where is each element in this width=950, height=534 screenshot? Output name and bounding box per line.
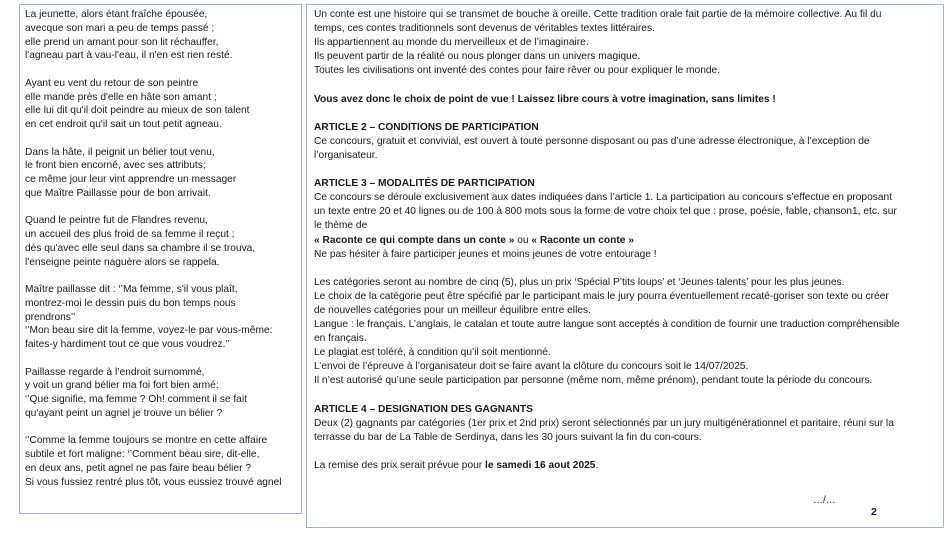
poem-line: elle prend un amant pour son lit réchauffer,: [25, 36, 219, 48]
poem-line: ‘’Mon beau sire dit la femme, voyez-le par vous-même:: [25, 325, 273, 337]
poem-line: l'enseigne peinte naguère alors se rappela.: [25, 256, 220, 268]
intro-line: Un conte est une histoire qui se transmet de bouche à oreille. Cette tradition orale fait partie de la mémoire collective. Au fil du: [314, 9, 882, 20]
rule-line: L’envoi de l’épreuve à l’organisateur doit se faire avant la clôture du concours soit le 14/07/2025.: [314, 361, 749, 373]
poem-line: La jeunette, alors étant fraîche épousée,: [25, 9, 208, 20]
rule-line: en français.: [314, 333, 367, 345]
intro-line: Toutes les civilisations ont inventé des contes pour faire rêver ou pour expliquer le monde.: [314, 65, 721, 77]
poem-column: [19, 4, 302, 514]
poem-line: qu'ayant peint un agnel je trouve un bélier ?: [25, 407, 223, 419]
poem-stanza: [25, 146, 301, 201]
poem-line: elle mande près d'elle en hâte son amant ;: [25, 91, 217, 103]
poem-line: y voit un grand bélier ma foi fort bien armé:: [25, 380, 219, 392]
poem-stanza: [25, 434, 301, 489]
poem-line: montrez-moi le dessin puis du bon temps nous: [25, 297, 236, 309]
poem-line: Si vous fussiez rentré plus tôt, vous eussiez trouvé agnel: [25, 476, 282, 488]
article4-line: terrasse du bar de La Table de Serdinya, dans les 30 jours suivant la fin du con-cours.: [314, 431, 702, 443]
page-number: 2: [871, 506, 877, 518]
rule-line: Le choix de la catégorie peut être spécifié par le participant mais le jury pourra éventuellement recaté-goriser son texte ou créer: [314, 290, 889, 302]
poem-stanza: [25, 283, 301, 352]
poem-line: avecque son mari a peu de temps passé ;: [25, 22, 215, 34]
article3-line: Ce concours se déroule exclusivement aux dates indiquées dans l’article 1. La participation au concours s’effectue en proposant: [314, 192, 893, 204]
article4-line: Deux (2) gagnants par catégories (1er prix et 2nd prix) seront sélectionnés par un jury multigénérationnel et paritaire, réuni sur la: [314, 417, 894, 429]
poem-line: subtile et fort maligne: ‘’Comment beau sire, dit-elle,: [25, 449, 260, 460]
poem-stanza: [25, 77, 301, 132]
theme-one: « Raconte ce qui compte dans un conte »: [314, 234, 515, 246]
article4-title: ARTICLE 4 – DESIGNATION DES GAGNANTS: [314, 403, 533, 415]
rule-line: Il n’est autorisé qu’une seule participation par personne (même nom, même prénom), pendant toute la période du concours.: [314, 375, 873, 387]
poem-line: un accueil des plus froid de sa femme il reçut ;: [25, 229, 235, 240]
poem-stanza: [25, 214, 301, 269]
intro-paragraph: [314, 8, 939, 78]
intro-line: Ils appartiennent au monde du merveilleux et de l’imaginaire.: [314, 37, 589, 49]
poem-stanza: [25, 366, 301, 421]
poem-line: prendrons’’: [25, 311, 76, 323]
rule-line: Les catégories seront au nombre de cinq (5), plus un prix ‘Spécial P’tits loups’ et ‘Jeunes talents’ pour les plus jeunes.: [314, 276, 845, 288]
poem-line: dès qu'avec elle seul dans sa chambre il se trouva,: [25, 242, 256, 254]
poem-line: Ayant eu vent du retour de son peintre: [25, 77, 199, 89]
prize-prefix: La remise des prix serait prévue pour: [314, 460, 486, 471]
article3-title: ARTICLE 3 – MODALITÉS DE PARTICIPATION: [314, 178, 535, 190]
continued-marker: …/…: [813, 495, 836, 506]
intro-line: temps, ces contes traditionnels sont devenus de véritables textes littéraires.: [314, 23, 655, 35]
intro-line: Ils peuvent partir de la réalité ou nous plonger dans un univers magique.: [314, 51, 641, 63]
theme-two: « Raconte un conte »: [531, 234, 634, 246]
invite-line: Ne pas hésiter à faire participer jeunes et moins jeunes de votre entourage !: [314, 248, 657, 260]
theme-or: ou: [514, 234, 532, 246]
poem-line: Dans la hâte, il peignit un bélier tout venu,: [25, 146, 215, 158]
poem-line: le front bien encorné, avec ses attributs;: [25, 160, 206, 172]
rule-line: Langue : le français. L’anglais, le catalan et toute autre langue sont acceptés à condition de fournir une traduction compréhensible: [314, 319, 900, 331]
prize-date: le samedi 16 aout 2025: [485, 460, 596, 471]
rule-line: de nouvelles catégories pour un meilleur équilibre entre elles.: [314, 304, 591, 316]
poem-line: en deux ans, petit agnel ne pas faire beau bélier ?: [25, 462, 251, 474]
poem-line: que Maître Paillasse pour de bon arrivait.: [25, 187, 211, 199]
article2-line: l’organisateur.: [314, 149, 378, 161]
poem-line: elle lui dit qu'il doit peindre au mieux de son talent: [25, 105, 250, 117]
article2-line: Ce concours, gratuit et convivial, est ouvert à toute personne disposant ou pas d’une adresse électronique, à l’exception de: [314, 135, 870, 147]
poem-line: l'agneau part à vau-l'eau, il n'en est rien resté.: [25, 50, 233, 62]
prize-line: [314, 459, 939, 473]
tagline: Vous avez donc le choix de point de vue ! Laissez libre cours à votre imagination, sans limites !: [314, 93, 776, 105]
poem-line: Paillasse regarde à l’endroit surnommé,: [25, 366, 205, 378]
theme-line: [314, 234, 939, 248]
poem-stanza: [25, 8, 301, 63]
poem-line: ce même jour leur vint apprendre un messager: [25, 174, 237, 185]
article3-line: un texte entre 20 et 40 lignes ou de 100 à 800 mots sous la forme de votre choix tel que : prose, poésie, fable, chanson1, etc. sur: [314, 206, 897, 218]
poem-line: en cet endroit qu'il sait un tout petit agneau.: [25, 119, 222, 130]
poem-line: ‘’Comme la femme toujours se montre en cette affaire: [25, 435, 268, 447]
rules-column: [306, 4, 944, 528]
poem-line: Maître paillasse dit : ‘’Ma femme, s'il vous plaît,: [25, 284, 238, 295]
poem-line: ‘’Que signifie, ma femme ? Oh! comment il se fait: [25, 394, 247, 405]
poem-line: Quand le peintre fut de Flandres revenu,: [25, 215, 208, 227]
article3-line: le thème de: [314, 220, 368, 232]
prize-suffix: .: [595, 460, 599, 471]
poem-line: faites-y hardiment tout ce que vous voudrez.’’: [25, 339, 230, 350]
article2-title: ARTICLE 2 – CONDITIONS DE PARTICIPATION: [314, 121, 539, 133]
rule-line: Le plagiat est toléré, à condition qu’il soit mentionné.: [314, 347, 551, 359]
